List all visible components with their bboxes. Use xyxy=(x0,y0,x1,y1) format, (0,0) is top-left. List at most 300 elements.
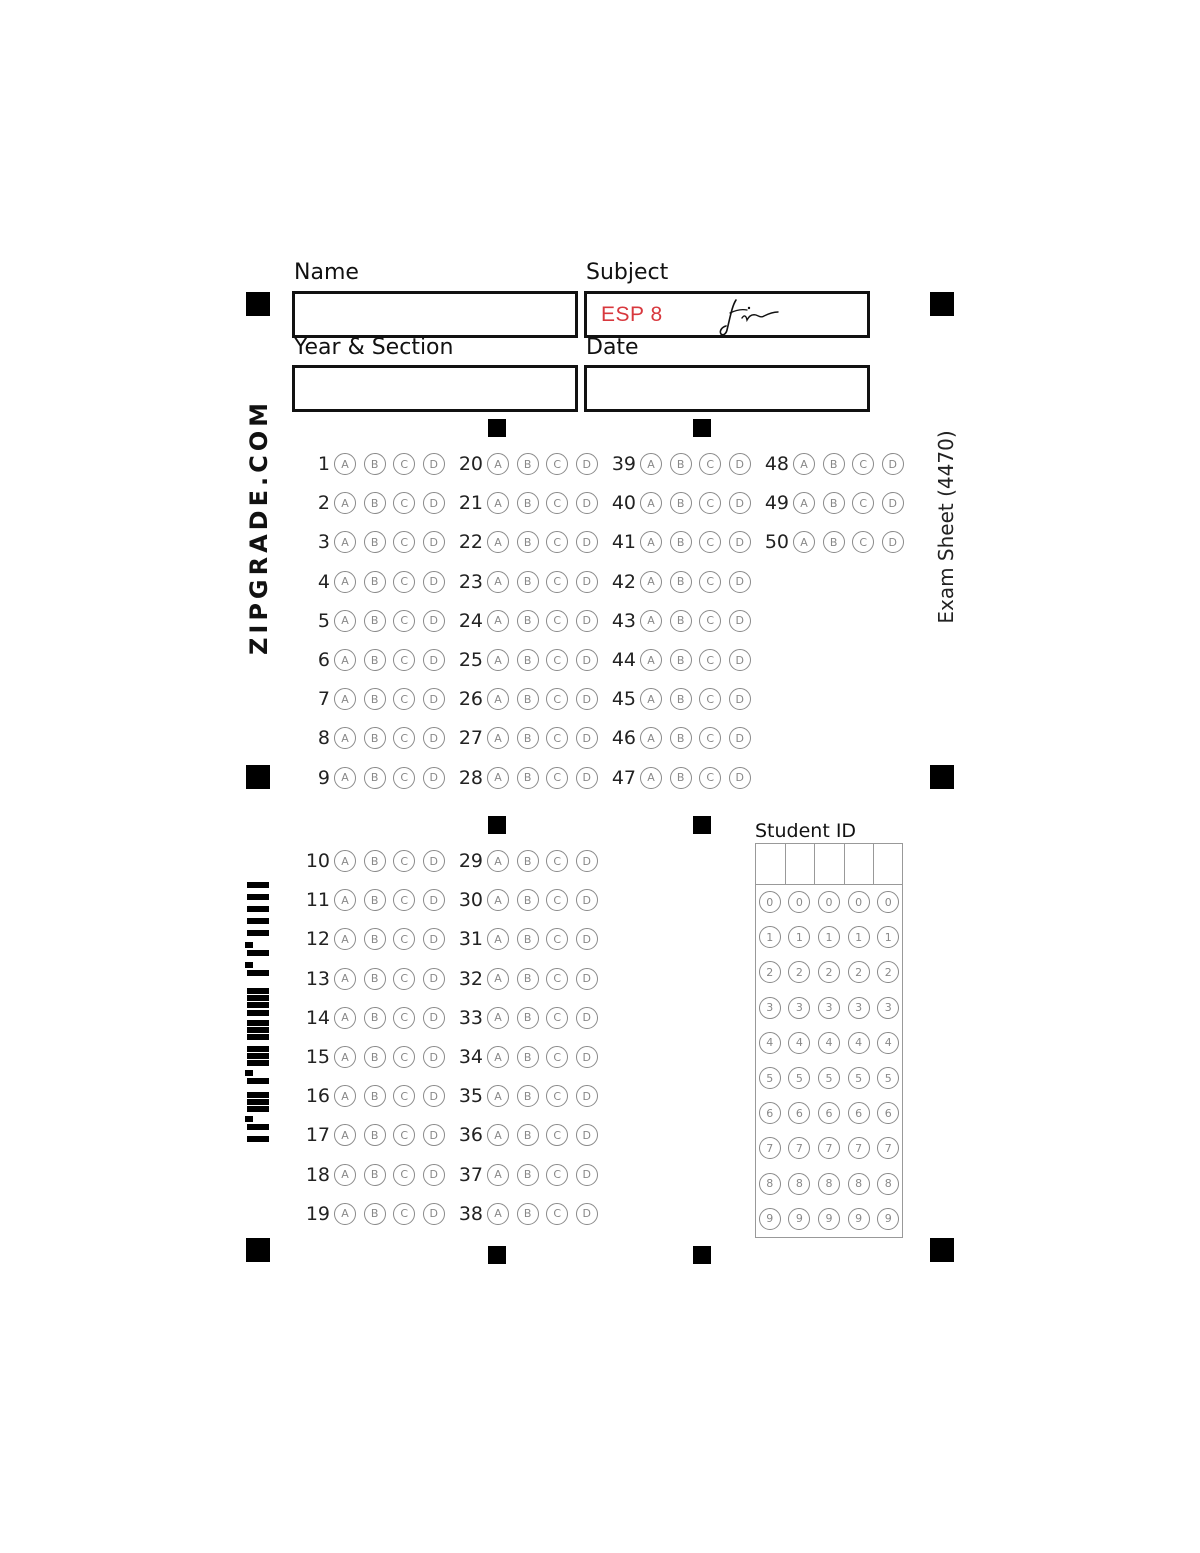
answer-bubble-35-b[interactable]: B xyxy=(517,1085,539,1107)
answer-bubble-3-c[interactable]: C xyxy=(393,531,415,553)
answer-bubble-34-d[interactable]: D xyxy=(576,1046,598,1068)
answer-bubble-11-d[interactable]: D xyxy=(423,889,445,911)
answer-bubble-45-a[interactable]: A xyxy=(640,688,662,710)
answer-bubble-29-b[interactable]: B xyxy=(517,850,539,872)
student-id-bubble-col3-6[interactable]: 6 xyxy=(818,1102,840,1124)
answer-bubble-8-d[interactable]: D xyxy=(423,727,445,749)
question-number: 28 xyxy=(458,766,483,789)
answer-bubble-3-d[interactable]: D xyxy=(423,531,445,553)
answer-bubble-22-c[interactable]: C xyxy=(546,531,568,553)
answer-bubble-36-b[interactable]: B xyxy=(517,1124,539,1146)
answer-bubble-47-b[interactable]: B xyxy=(670,767,692,789)
student-id-bubble-col1-1[interactable]: 1 xyxy=(759,926,781,948)
answer-bubble-12-a[interactable]: A xyxy=(334,928,356,950)
answer-bubble-32-d[interactable]: D xyxy=(576,968,598,990)
answer-bubble-26-d[interactable]: D xyxy=(576,688,598,710)
answer-bubble-24-b[interactable]: B xyxy=(517,610,539,632)
barcode-bar xyxy=(247,970,269,976)
answer-bubble-13-d[interactable]: D xyxy=(423,968,445,990)
answer-bubble-8-a[interactable]: A xyxy=(334,727,356,749)
question-number: 39 xyxy=(611,453,636,475)
answer-bubble-31-c[interactable]: C xyxy=(546,928,568,950)
answer-bubble-40-a[interactable]: A xyxy=(640,492,662,514)
question-number: 30 xyxy=(458,889,483,912)
answer-bubble-2-c[interactable]: C xyxy=(393,492,415,514)
student-id-bubble-col3-4[interactable]: 4 xyxy=(818,1032,840,1054)
answer-bubble-17-c[interactable]: C xyxy=(393,1124,415,1146)
student-id-bubble-col4-4[interactable]: 4 xyxy=(848,1032,870,1054)
answer-bubble-41-d[interactable]: D xyxy=(729,531,751,553)
answer-bubble-46-c[interactable]: C xyxy=(699,727,721,749)
answer-bubble-48-d[interactable]: D xyxy=(882,453,904,475)
student-id-bubble-col3-5[interactable]: 5 xyxy=(818,1067,840,1089)
barcode-bar xyxy=(247,894,269,900)
answer-bubble-18-a[interactable]: A xyxy=(334,1164,356,1186)
answer-bubble-44-c[interactable]: C xyxy=(699,649,721,671)
student-id-bubble-col4-0[interactable]: 0 xyxy=(848,891,870,913)
answer-bubble-6-c[interactable]: C xyxy=(393,649,415,671)
question-number: 14 xyxy=(305,1006,330,1029)
answer-bubble-47-c[interactable]: C xyxy=(699,767,721,789)
answer-bubble-20-b[interactable]: B xyxy=(517,453,539,475)
question-number: 46 xyxy=(611,727,636,750)
answer-bubble-5-d[interactable]: D xyxy=(423,610,445,632)
answer-bubble-29-a[interactable]: A xyxy=(487,850,509,872)
answer-bubble-11-c[interactable]: C xyxy=(393,889,415,911)
question-45 xyxy=(604,685,751,713)
answer-bubble-15-b[interactable]: B xyxy=(364,1046,386,1068)
question-30 xyxy=(451,886,598,914)
answer-bubble-36-d[interactable]: D xyxy=(576,1124,598,1146)
question-number: 40 xyxy=(611,492,636,515)
student-id-bubble-col5-4[interactable]: 4 xyxy=(877,1032,899,1054)
answer-bubble-22-a[interactable]: A xyxy=(487,531,509,553)
answer-bubble-33-c[interactable]: C xyxy=(546,1007,568,1029)
answer-bubble-28-a[interactable]: A xyxy=(487,767,509,789)
student-id-bubble-col5-7[interactable]: 7 xyxy=(877,1137,899,1159)
answer-bubble-38-d[interactable]: D xyxy=(576,1203,598,1225)
answer-bubble-42-a[interactable]: A xyxy=(640,571,662,593)
answer-bubble-29-c[interactable]: C xyxy=(546,850,568,872)
student-id-bubble-col4-1[interactable]: 1 xyxy=(848,926,870,948)
student-id-bubble-col2-8[interactable]: 8 xyxy=(788,1173,810,1195)
answer-bubble-10-a[interactable]: A xyxy=(334,850,356,872)
answer-bubble-9-d[interactable]: D xyxy=(423,767,445,789)
answer-bubble-28-b[interactable]: B xyxy=(517,767,539,789)
question-18 xyxy=(298,1161,445,1189)
answer-bubble-17-b[interactable]: B xyxy=(364,1124,386,1146)
answer-bubble-5-a[interactable]: A xyxy=(334,610,356,632)
answer-bubble-11-a[interactable]: A xyxy=(334,889,356,911)
student-id-bubble-col4-6[interactable]: 6 xyxy=(848,1102,870,1124)
answer-bubble-27-b[interactable]: B xyxy=(517,727,539,749)
answer-bubble-20-a[interactable]: A xyxy=(487,453,509,475)
answer-bubble-24-a[interactable]: A xyxy=(487,610,509,632)
answer-bubble-45-b[interactable]: B xyxy=(670,688,692,710)
answer-bubble-29-d[interactable]: D xyxy=(576,850,598,872)
answer-bubble-46-d[interactable]: D xyxy=(729,727,751,749)
answer-bubble-21-a[interactable]: A xyxy=(487,492,509,514)
answer-bubble-16-b[interactable]: B xyxy=(364,1085,386,1107)
answer-bubble-5-b[interactable]: B xyxy=(364,610,386,632)
student-id-bubble-col2-9[interactable]: 9 xyxy=(788,1208,810,1230)
answer-bubble-3-a[interactable]: A xyxy=(334,531,356,553)
answer-bubble-25-c[interactable]: C xyxy=(546,649,568,671)
answer-bubble-24-c[interactable]: C xyxy=(546,610,568,632)
answer-bubble-1-a[interactable]: A xyxy=(334,453,356,475)
answer-bubble-46-b[interactable]: B xyxy=(670,727,692,749)
answer-bubble-20-c[interactable]: C xyxy=(546,453,568,475)
answer-bubble-45-d[interactable]: D xyxy=(729,688,751,710)
answer-bubble-43-b[interactable]: B xyxy=(670,610,692,632)
answer-bubble-6-a[interactable]: A xyxy=(334,649,356,671)
timing-marker-bottom-1 xyxy=(488,1246,506,1264)
question-number: 20 xyxy=(458,453,483,475)
answer-bubble-44-a[interactable]: A xyxy=(640,649,662,671)
student-id-bubble-col3-7[interactable]: 7 xyxy=(818,1137,840,1159)
answer-bubble-5-c[interactable]: C xyxy=(393,610,415,632)
answer-bubble-19-d[interactable]: D xyxy=(423,1203,445,1225)
answer-bubble-34-c[interactable]: C xyxy=(546,1046,568,1068)
question-number: 1 xyxy=(317,453,330,475)
answer-bubble-10-c[interactable]: C xyxy=(393,850,415,872)
answer-bubble-9-a[interactable]: A xyxy=(334,767,356,789)
answer-bubble-33-a[interactable]: A xyxy=(487,1007,509,1029)
answer-bubble-7-b[interactable]: B xyxy=(364,688,386,710)
student-id-bubble-col4-5[interactable]: 5 xyxy=(848,1067,870,1089)
student-id-bubble-col1-6[interactable]: 6 xyxy=(759,1102,781,1124)
answer-bubble-16-a[interactable]: A xyxy=(334,1085,356,1107)
question-21 xyxy=(451,489,598,517)
date-label: Date xyxy=(586,335,639,360)
answer-bubble-48-a[interactable]: A xyxy=(793,453,815,475)
answer-bubble-26-b[interactable]: B xyxy=(517,688,539,710)
student-id-bubble-col4-8[interactable]: 8 xyxy=(848,1173,870,1195)
answer-bubble-49-b[interactable]: B xyxy=(823,492,845,514)
answer-bubble-19-b[interactable]: B xyxy=(364,1203,386,1225)
question-38 xyxy=(451,1200,598,1228)
answer-bubble-50-c[interactable]: C xyxy=(852,531,874,553)
answer-bubble-25-d[interactable]: D xyxy=(576,649,598,671)
answer-bubble-39-b[interactable]: B xyxy=(670,453,692,475)
answer-bubble-37-d[interactable]: D xyxy=(576,1164,598,1186)
student-id-bubble-col2-4[interactable]: 4 xyxy=(788,1032,810,1054)
question-number: 6 xyxy=(317,649,330,671)
answer-bubble-38-a[interactable]: A xyxy=(487,1203,509,1225)
answer-bubble-45-c[interactable]: C xyxy=(699,688,721,710)
question-number: 45 xyxy=(611,688,636,711)
student-id-bubble-col4-3[interactable]: 3 xyxy=(848,997,870,1019)
answer-bubble-39-d[interactable]: D xyxy=(729,453,751,475)
student-id-bubble-col5-5[interactable]: 5 xyxy=(877,1067,899,1089)
answer-bubble-26-c[interactable]: C xyxy=(546,688,568,710)
question-42 xyxy=(604,568,751,596)
answer-bubble-23-b[interactable]: B xyxy=(517,571,539,593)
answer-bubble-41-c[interactable]: C xyxy=(699,531,721,553)
student-id-bubble-col3-0[interactable]: 0 xyxy=(818,891,840,913)
subject-label: Subject xyxy=(586,260,669,285)
answer-bubble-17-d[interactable]: D xyxy=(423,1124,445,1146)
answer-bubble-50-d[interactable]: D xyxy=(882,531,904,553)
answer-bubble-7-c[interactable]: C xyxy=(393,688,415,710)
exam-sheet-title: Exam Sheet (4470) xyxy=(934,430,958,624)
answer-bubble-8-b[interactable]: B xyxy=(364,727,386,749)
answer-bubble-27-a[interactable]: A xyxy=(487,727,509,749)
student-id-bubble-col1-4[interactable]: 4 xyxy=(759,1032,781,1054)
student-id-bubble-col1-0[interactable]: 0 xyxy=(759,891,781,913)
question-number: 2 xyxy=(317,492,330,515)
answer-bubble-44-b[interactable]: B xyxy=(670,649,692,671)
answer-bubble-4-b[interactable]: B xyxy=(364,571,386,593)
answer-bubble-30-c[interactable]: C xyxy=(546,889,568,911)
student-id-grid xyxy=(755,843,903,1238)
answer-bubble-14-d[interactable]: D xyxy=(423,1007,445,1029)
answer-bubble-41-b[interactable]: B xyxy=(670,531,692,553)
answer-bubble-36-c[interactable]: C xyxy=(546,1124,568,1146)
answer-bubble-25-a[interactable]: A xyxy=(487,649,509,671)
answer-bubble-43-d[interactable]: D xyxy=(729,610,751,632)
student-id-bubble-col5-9[interactable]: 9 xyxy=(877,1208,899,1230)
question-16 xyxy=(298,1082,445,1110)
answer-bubble-44-d[interactable]: D xyxy=(729,649,751,671)
answer-bubble-30-d[interactable]: D xyxy=(576,889,598,911)
answer-bubble-12-b[interactable]: B xyxy=(364,928,386,950)
student-id-bubble-col1-7[interactable]: 7 xyxy=(759,1137,781,1159)
barcode-bar xyxy=(247,1010,269,1016)
answer-bubble-2-d[interactable]: D xyxy=(423,492,445,514)
answer-bubble-47-a[interactable]: A xyxy=(640,767,662,789)
student-id-bubble-col5-6[interactable]: 6 xyxy=(877,1102,899,1124)
answer-bubble-35-c[interactable]: C xyxy=(546,1085,568,1107)
answer-bubble-2-b[interactable]: B xyxy=(364,492,386,514)
answer-bubble-12-d[interactable]: D xyxy=(423,928,445,950)
answer-bubble-39-c[interactable]: C xyxy=(699,453,721,475)
answer-bubble-7-d[interactable]: D xyxy=(423,688,445,710)
answer-bubble-40-c[interactable]: C xyxy=(699,492,721,514)
question-34 xyxy=(451,1043,598,1071)
answer-bubble-43-c[interactable]: C xyxy=(699,610,721,632)
student-id-bubble-col1-2[interactable]: 2 xyxy=(759,961,781,983)
answer-bubble-50-a[interactable]: A xyxy=(793,531,815,553)
student-id-bubble-col2-5[interactable]: 5 xyxy=(788,1067,810,1089)
answer-bubble-38-b[interactable]: B xyxy=(517,1203,539,1225)
answer-bubble-14-c[interactable]: C xyxy=(393,1007,415,1029)
answer-bubble-18-d[interactable]: D xyxy=(423,1164,445,1186)
answer-bubble-49-a[interactable]: A xyxy=(793,492,815,514)
answer-bubble-40-d[interactable]: D xyxy=(729,492,751,514)
answer-bubble-48-b[interactable]: B xyxy=(823,453,845,475)
answer-bubble-37-c[interactable]: C xyxy=(546,1164,568,1186)
answer-bubble-23-c[interactable]: C xyxy=(546,571,568,593)
barcode-bar xyxy=(247,1124,269,1130)
student-id-bubble-col3-1[interactable]: 1 xyxy=(818,926,840,948)
answer-bubble-10-b[interactable]: B xyxy=(364,850,386,872)
answer-bubble-6-d[interactable]: D xyxy=(423,649,445,671)
answer-bubble-28-c[interactable]: C xyxy=(546,767,568,789)
answer-bubble-30-a[interactable]: A xyxy=(487,889,509,911)
student-id-bubble-col2-7[interactable]: 7 xyxy=(788,1137,810,1159)
answer-bubble-3-b[interactable]: B xyxy=(364,531,386,553)
student-id-bubble-col4-2[interactable]: 2 xyxy=(848,961,870,983)
student-id-bubble-col2-0[interactable]: 0 xyxy=(788,891,810,913)
student-id-bubble-col5-0[interactable]: 0 xyxy=(877,891,899,913)
answer-bubble-21-d[interactable]: D xyxy=(576,492,598,514)
answer-bubble-2-a[interactable]: A xyxy=(334,492,356,514)
student-id-bubble-col5-3[interactable]: 3 xyxy=(877,997,899,1019)
student-id-bubble-col3-9[interactable]: 9 xyxy=(818,1208,840,1230)
answer-bubble-28-d[interactable]: D xyxy=(576,767,598,789)
barcode-bar xyxy=(247,1020,269,1026)
question-number: 48 xyxy=(764,453,789,475)
answer-bubble-9-b[interactable]: B xyxy=(364,767,386,789)
answer-bubble-19-c[interactable]: C xyxy=(393,1203,415,1225)
student-id-bubble-col1-9[interactable]: 9 xyxy=(759,1208,781,1230)
answer-bubble-31-d[interactable]: D xyxy=(576,928,598,950)
student-id-bubble-col2-3[interactable]: 3 xyxy=(788,997,810,1019)
answer-bubble-13-c[interactable]: C xyxy=(393,968,415,990)
question-26 xyxy=(451,685,598,713)
answer-bubble-22-b[interactable]: B xyxy=(517,531,539,553)
question-number: 44 xyxy=(611,649,636,671)
answer-bubble-31-a[interactable]: A xyxy=(487,928,509,950)
answer-bubble-42-d[interactable]: D xyxy=(729,571,751,593)
name-label: Name xyxy=(294,260,359,285)
answer-bubble-31-b[interactable]: B xyxy=(517,928,539,950)
answer-bubble-37-a[interactable]: A xyxy=(487,1164,509,1186)
question-44 xyxy=(604,646,751,674)
student-id-bubble-col1-3[interactable]: 3 xyxy=(759,997,781,1019)
answer-bubble-21-c[interactable]: C xyxy=(546,492,568,514)
answer-bubble-16-c[interactable]: C xyxy=(393,1085,415,1107)
answer-bubble-32-b[interactable]: B xyxy=(517,968,539,990)
question-49 xyxy=(757,489,904,517)
year-section-field[interactable] xyxy=(292,365,578,412)
answer-bubble-15-d[interactable]: D xyxy=(423,1046,445,1068)
answer-bubble-10-d[interactable]: D xyxy=(423,850,445,872)
answer-bubble-22-d[interactable]: D xyxy=(576,531,598,553)
student-id-bubble-col1-5[interactable]: 5 xyxy=(759,1067,781,1089)
answer-bubble-18-b[interactable]: B xyxy=(364,1164,386,1186)
answer-bubble-40-b[interactable]: B xyxy=(670,492,692,514)
answer-bubble-15-a[interactable]: A xyxy=(334,1046,356,1068)
answer-bubble-1-b[interactable]: B xyxy=(364,453,386,475)
answer-bubble-4-c[interactable]: C xyxy=(393,571,415,593)
answer-bubble-35-d[interactable]: D xyxy=(576,1085,598,1107)
name-field[interactable] xyxy=(292,291,578,338)
answer-bubble-48-c[interactable]: C xyxy=(852,453,874,475)
answer-bubble-24-d[interactable]: D xyxy=(576,610,598,632)
answer-bubble-17-a[interactable]: A xyxy=(334,1124,356,1146)
answer-bubble-36-a[interactable]: A xyxy=(487,1124,509,1146)
student-id-bubble-col3-2[interactable]: 2 xyxy=(818,961,840,983)
answer-bubble-42-b[interactable]: B xyxy=(670,571,692,593)
student-id-bubble-col3-3[interactable]: 3 xyxy=(818,997,840,1019)
answer-bubble-39-a[interactable]: A xyxy=(640,453,662,475)
answer-bubble-20-d[interactable]: D xyxy=(576,453,598,475)
answer-bubble-19-a[interactable]: A xyxy=(334,1203,356,1225)
answer-bubble-49-c[interactable]: C xyxy=(852,492,874,514)
student-id-bubble-col5-8[interactable]: 8 xyxy=(877,1173,899,1195)
answer-bubble-6-b[interactable]: B xyxy=(364,649,386,671)
student-id-bubble-col2-2[interactable]: 2 xyxy=(788,961,810,983)
student-id-bubble-col3-8[interactable]: 8 xyxy=(818,1173,840,1195)
answer-bubble-32-a[interactable]: A xyxy=(487,968,509,990)
student-id-bubble-col2-1[interactable]: 1 xyxy=(788,926,810,948)
answer-bubble-42-c[interactable]: C xyxy=(699,571,721,593)
student-id-bubble-col4-7[interactable]: 7 xyxy=(848,1137,870,1159)
answer-bubble-23-a[interactable]: A xyxy=(487,571,509,593)
answer-bubble-33-d[interactable]: D xyxy=(576,1007,598,1029)
date-field[interactable] xyxy=(584,365,870,412)
answer-bubble-47-d[interactable]: D xyxy=(729,767,751,789)
question-number: 22 xyxy=(458,531,483,554)
question-number: 8 xyxy=(317,727,330,750)
answer-bubble-43-a[interactable]: A xyxy=(640,610,662,632)
answer-bubble-41-a[interactable]: A xyxy=(640,531,662,553)
question-number: 25 xyxy=(458,649,483,671)
student-id-bubble-col2-6[interactable]: 6 xyxy=(788,1102,810,1124)
answer-bubble-7-a[interactable]: A xyxy=(334,688,356,710)
answer-bubble-32-c[interactable]: C xyxy=(546,968,568,990)
answer-bubble-14-b[interactable]: B xyxy=(364,1007,386,1029)
answer-bubble-21-b[interactable]: B xyxy=(517,492,539,514)
answer-bubble-16-d[interactable]: D xyxy=(423,1085,445,1107)
question-number: 35 xyxy=(458,1085,483,1108)
student-id-entry-cell[interactable] xyxy=(756,844,874,884)
answer-bubble-50-b[interactable]: B xyxy=(823,531,845,553)
answer-bubble-11-b[interactable]: B xyxy=(364,889,386,911)
answer-bubble-4-a[interactable]: A xyxy=(334,571,356,593)
student-id-bubble-col5-2[interactable]: 2 xyxy=(877,961,899,983)
answer-bubble-9-c[interactable]: C xyxy=(393,767,415,789)
answer-bubble-37-b[interactable]: B xyxy=(517,1164,539,1186)
student-id-bubble-col5-1[interactable]: 1 xyxy=(877,926,899,948)
answer-bubble-12-c[interactable]: C xyxy=(393,928,415,950)
answer-bubble-25-b[interactable]: B xyxy=(517,649,539,671)
question-number: 36 xyxy=(458,1124,483,1147)
question-28 xyxy=(451,764,598,792)
question-20 xyxy=(451,450,598,478)
student-id-bubble-col1-8[interactable]: 8 xyxy=(759,1173,781,1195)
answer-bubble-27-c[interactable]: C xyxy=(546,727,568,749)
answer-bubble-27-d[interactable]: D xyxy=(576,727,598,749)
alignment-marker-mid-right xyxy=(930,765,954,789)
barcode-bar xyxy=(247,1034,269,1040)
student-id-bubble-col4-9[interactable]: 9 xyxy=(848,1208,870,1230)
answer-bubble-34-b[interactable]: B xyxy=(517,1046,539,1068)
answer-bubble-18-c[interactable]: C xyxy=(393,1164,415,1186)
question-2 xyxy=(298,489,445,517)
answer-bubble-13-a[interactable]: A xyxy=(334,968,356,990)
answer-bubble-4-d[interactable]: D xyxy=(423,571,445,593)
subject-value: ESP 8 xyxy=(601,303,663,326)
answer-bubble-35-a[interactable]: A xyxy=(487,1085,509,1107)
answer-bubble-30-b[interactable]: B xyxy=(517,889,539,911)
answer-bubble-46-a[interactable]: A xyxy=(640,727,662,749)
answer-bubble-1-c[interactable]: C xyxy=(393,453,415,475)
answer-bubble-49-d[interactable]: D xyxy=(882,492,904,514)
answer-bubble-33-b[interactable]: B xyxy=(517,1007,539,1029)
answer-bubble-15-c[interactable]: C xyxy=(393,1046,415,1068)
answer-bubble-38-c[interactable]: C xyxy=(546,1203,568,1225)
answer-bubble-14-a[interactable]: A xyxy=(334,1007,356,1029)
answer-bubble-34-a[interactable]: A xyxy=(487,1046,509,1068)
answer-bubble-23-d[interactable]: D xyxy=(576,571,598,593)
answer-bubble-8-c[interactable]: C xyxy=(393,727,415,749)
answer-bubble-13-b[interactable]: B xyxy=(364,968,386,990)
answer-bubble-1-d[interactable]: D xyxy=(423,453,445,475)
answer-bubble-26-a[interactable]: A xyxy=(487,688,509,710)
